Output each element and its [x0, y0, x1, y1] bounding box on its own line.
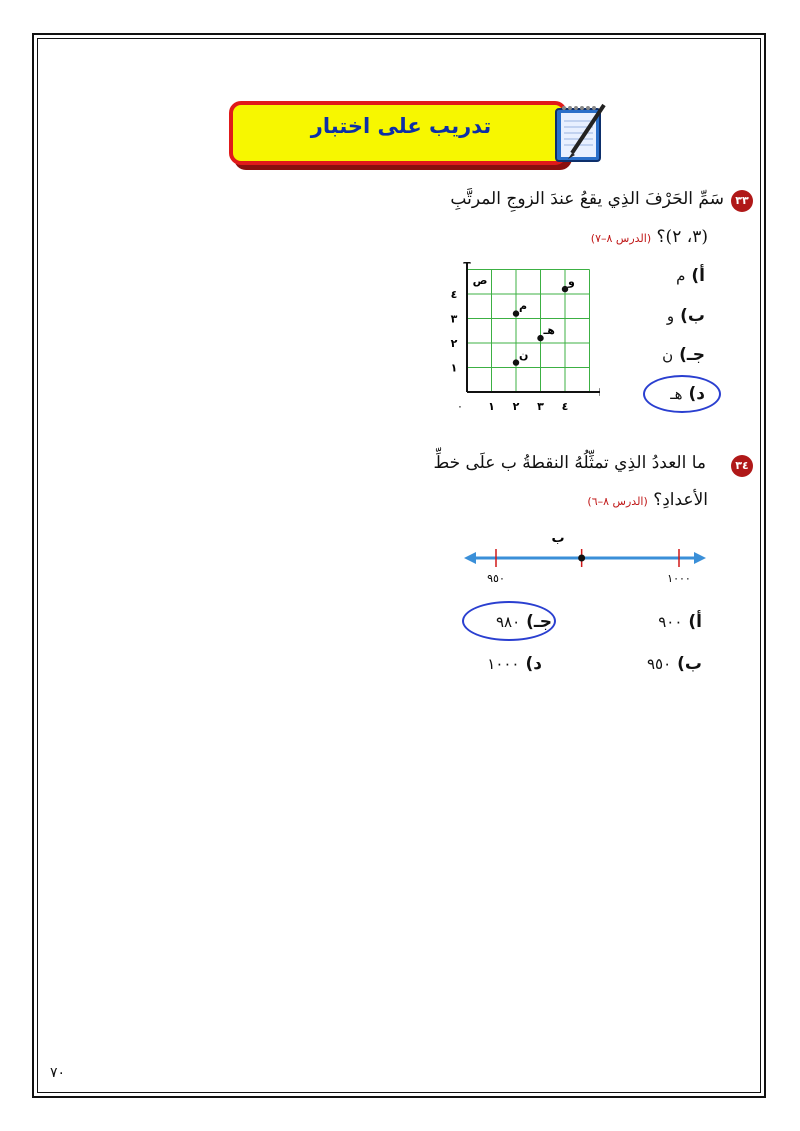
coordinate-grid	[440, 262, 600, 422]
option-letter: ب)	[680, 306, 705, 326]
question-33-lesson-ref: (الدرس ٨–٧)	[590, 232, 652, 245]
option-value: هـ	[670, 385, 683, 403]
x-tick-label: ٤	[561, 400, 569, 413]
y-tick-label: ١	[450, 361, 458, 375]
x-axis-arrow	[600, 388, 601, 396]
grid-point-label: هـ	[543, 324, 555, 338]
q33-option-b[interactable]	[667, 306, 705, 326]
question-34-line2	[587, 490, 708, 510]
number-line-right-arrow	[694, 552, 706, 564]
grid-point-label: ن	[519, 348, 529, 362]
option-letter: د)	[525, 654, 542, 674]
q33-answer-circle	[643, 375, 721, 413]
number-line	[460, 528, 710, 588]
question-34-line2-text: الأعدادِ؟	[653, 490, 708, 510]
y-tick-label: ٤	[450, 288, 458, 301]
number-line-point-label: ب	[551, 531, 565, 546]
y-tick-label: ٣	[450, 312, 458, 326]
option-letter: أ)	[688, 612, 702, 632]
number-line-right-label: ١٠٠٠	[667, 572, 691, 585]
q33-option-c[interactable]	[662, 345, 705, 365]
q34-answer-circle	[462, 601, 556, 641]
grid-point-label: و	[568, 275, 575, 289]
notebook-pen-icon	[548, 99, 612, 167]
q34-option-a[interactable]	[658, 612, 702, 632]
y-axis-label: ص	[472, 274, 488, 287]
number-line-point	[578, 555, 585, 562]
option-value: ٩٠٠	[658, 613, 683, 631]
option-letter: أ)	[691, 266, 705, 286]
x-tick-label: ١	[488, 400, 495, 413]
x-tick-label: ٣	[537, 400, 544, 413]
option-letter: جـ)	[679, 345, 705, 365]
option-value: ١٠٠٠	[487, 655, 520, 673]
question-33-line2	[591, 227, 708, 247]
banner-title: تدريب على اختبار	[310, 114, 492, 138]
option-letter: ب)	[677, 654, 702, 674]
q34-option-d[interactable]	[487, 654, 542, 674]
option-letter: جـ)	[526, 612, 552, 632]
q33-option-a[interactable]	[676, 266, 705, 286]
number-line-left-arrow	[464, 552, 476, 564]
option-value: و	[666, 307, 675, 325]
page-number: ٧٠	[50, 1065, 66, 1081]
origin-label: ٠	[457, 400, 463, 413]
question-34-number: ٣٤	[731, 455, 753, 477]
option-value: ٩٥٠	[646, 655, 672, 673]
question-34-lesson-ref: (الدرس ٨–٦)	[587, 495, 648, 508]
option-value: ٩٨٠	[495, 613, 521, 631]
y-axis-arrow	[463, 262, 471, 264]
question-33-ordered-pair: (٣، ٢)؟	[656, 227, 708, 247]
y-tick-label: ٢	[450, 337, 458, 350]
question-34-line1: ما العددُ الذِي تمثِّلُهُ النقطةُ ب علَى خطِّ	[433, 453, 706, 473]
question-33-line1: سَمِّ الحَرْفَ الذِي يقعُ عندَ الزوجِ المرتَّبِ	[450, 189, 724, 209]
grid-point-label: م	[519, 299, 528, 313]
number-line-left-label: ٩٥٠	[487, 572, 505, 585]
question-33-number: ٣٣	[731, 190, 753, 212]
x-tick-label: ٢	[512, 400, 520, 413]
option-value: ن	[662, 346, 674, 364]
option-value: م	[676, 267, 686, 285]
option-letter: د)	[688, 384, 705, 404]
q34-option-b[interactable]	[647, 654, 702, 674]
